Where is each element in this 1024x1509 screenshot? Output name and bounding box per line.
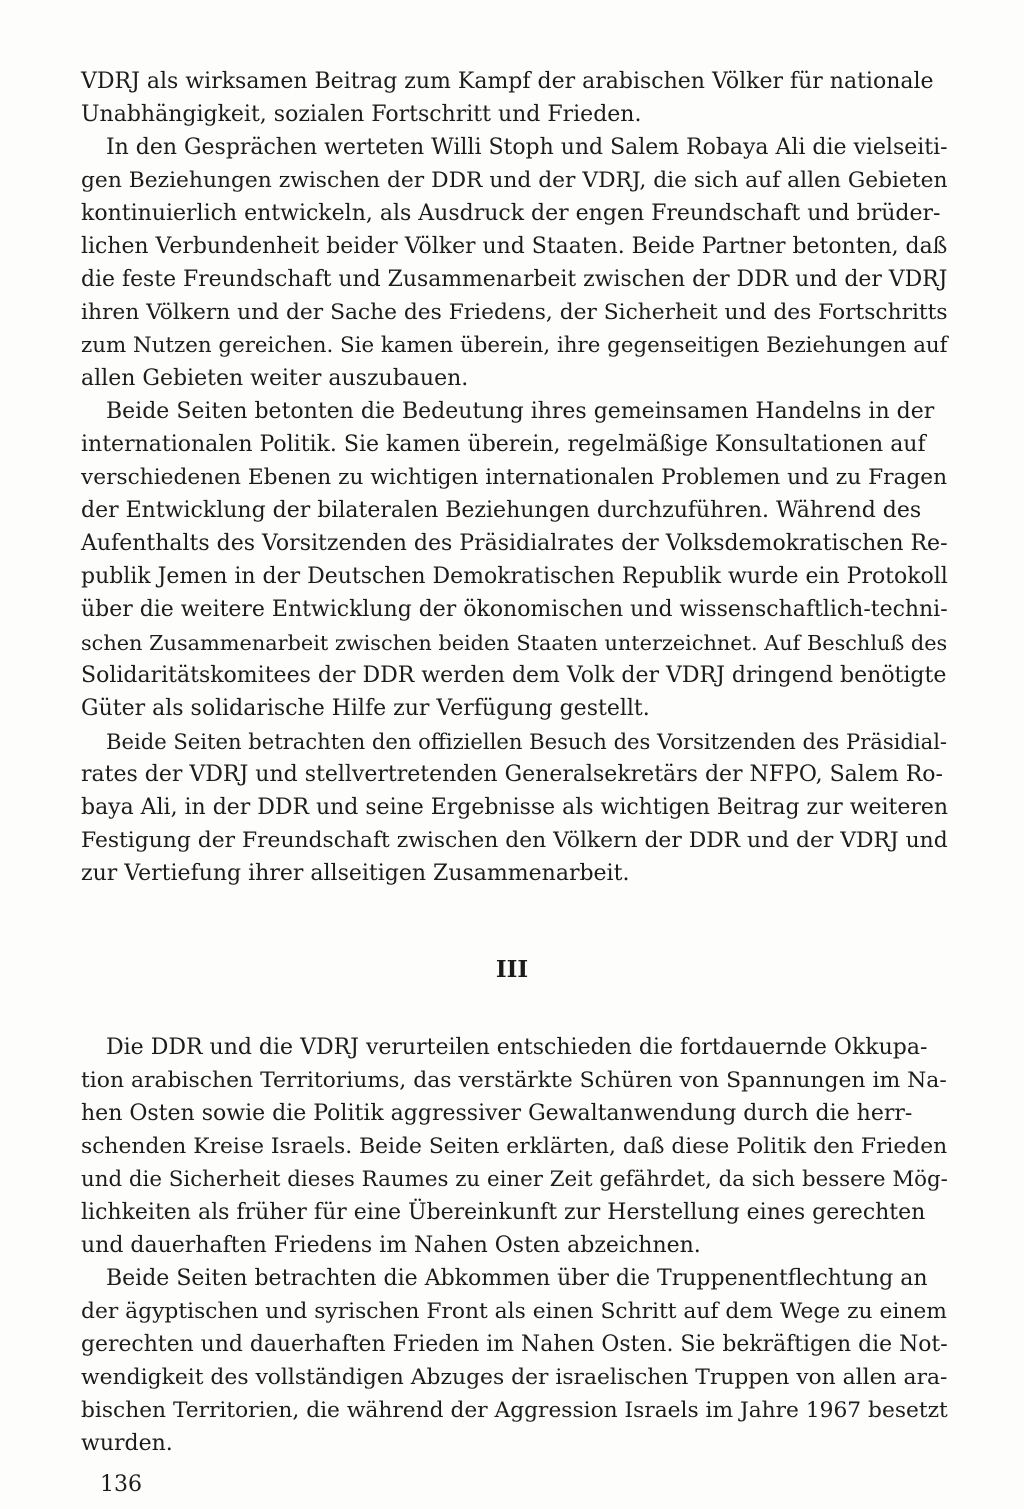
text-line: zum Nutzen gereichen. Sie kamen überein, ihre gegenseitigen Beziehungen auf — [81, 333, 948, 358]
text-line: Güter als solidarische Hilfe zur Verfügung gestellt. — [81, 696, 650, 721]
text-line: internationalen Politik. Sie kamen überein, regelmäßige Konsultationen auf — [81, 432, 926, 457]
text-line: rates der VDRJ und stellvertretenden Generalsekretärs der NFPO, Salem Ro- — [81, 762, 943, 787]
text-line: publik Jemen in der Deutschen Demokratischen Republik wurde ein Protokoll — [81, 564, 948, 589]
text-line: tion arabischen Territoriums, das verstärkte Schüren von Spannungen im Na- — [81, 1068, 947, 1093]
text-line: wurden. — [81, 1431, 173, 1456]
paragraph-start-line: In den Gesprächen werteten Willi Stoph und Salem Robaya Ali die vielseiti- — [106, 135, 948, 160]
text-line: baya Ali, in der DDR und seine Ergebnisse als wichtigen Beitrag zur weiteren — [81, 795, 949, 820]
text-line: Festigung der Freundschaft zwischen den Völkern der DDR und der VDRJ und — [81, 828, 948, 853]
text-line: verschiedenen Ebenen zu wichtigen internationalen Problemen und zu Fragen — [81, 465, 948, 490]
text-line: Aufenthalts des Vorsitzenden des Präsidialrates der Volksdemokratischen Re- — [81, 531, 948, 556]
text-line: VDRJ als wirksamen Beitrag zum Kampf der arabischen Völker für nationale — [81, 69, 934, 94]
text-line: der Entwicklung der bilateralen Beziehungen durchzuführen. Während des — [81, 498, 922, 523]
section-heading: III — [495, 956, 529, 983]
text-line: die feste Freundschaft und Zusammenarbeit zwischen der DDR und der VDRJ — [81, 267, 948, 292]
paragraph-start-line: Beide Seiten betrachten die Abkommen über die Truppenentflechtung an — [106, 1266, 928, 1291]
text-line: gerechten und dauerhaften Frieden im Nahen Osten. Sie bekräftigen die Not- — [81, 1332, 948, 1357]
paragraph-start-line: Beide Seiten betrachten den offiziellen Besuch des Vorsitzenden des Präsidial- — [106, 729, 948, 754]
text-line: gen Beziehungen zwischen der DDR und der VDRJ, die sich auf allen Gebieten — [81, 168, 948, 193]
text-line: zur Vertiefung ihrer allseitigen Zusammenarbeit. — [81, 861, 630, 886]
paragraph-start-line: Beide Seiten betonten die Bedeutung ihres gemeinsamen Handelns in der — [106, 399, 935, 424]
text-line: wendigkeit des vollständigen Abzuges der israelischen Truppen von allen ara- — [81, 1365, 948, 1390]
text-line: lichen Verbundenheit beider Völker und Staaten. Beide Partner betonten, daß — [81, 234, 948, 259]
text-line: Unabhängigkeit, sozialen Fortschritt und Frieden. — [81, 102, 642, 127]
text-line: der ägyptischen und syrischen Front als einen Schritt auf dem Wege zu einem — [81, 1299, 947, 1324]
text-line: ihren Völkern und der Sache des Friedens, der Sicherheit und des Fortschritts — [81, 300, 948, 325]
text-line: hen Osten sowie die Politik aggressiver Gewaltanwendung durch die herr- — [81, 1101, 913, 1126]
text-line: allen Gebieten weiter auszubauen. — [81, 366, 469, 391]
text-line: und die Sicherheit dieses Raumes zu einer Zeit gefährdet, da sich bessere Mög- — [81, 1167, 948, 1192]
page-number: 136 — [100, 1472, 142, 1497]
text-line: und dauerhaften Friedens im Nahen Osten abzeichnen. — [81, 1233, 701, 1258]
text-line: über die weitere Entwicklung der ökonomischen und wissenschaftlich-techni- — [81, 597, 948, 622]
text-line: bischen Territorien, die während der Aggression Israels im Jahre 1967 besetzt — [81, 1398, 948, 1423]
paragraph-start-line: Die DDR und die VDRJ verurteilen entschieden die fortdauernde Okkupa- — [106, 1035, 928, 1060]
text-line: kontinuierlich entwickeln, als Ausdruck der engen Freundschaft und brüder- — [81, 201, 941, 226]
text-line: lichkeiten als früher für eine Übereinkunft zur Herstellung eines gerechten — [81, 1200, 926, 1225]
text-line: Solidaritätskomitees der DDR werden dem Volk der VDRJ dringend benötigte — [81, 663, 947, 688]
text-line: schenden Kreise Israels. Beide Seiten erklärten, daß diese Politik den Frieden — [81, 1134, 948, 1159]
text-line: schen Zusammenarbeit zwischen beiden Staaten unterzeichnet. Auf Beschluß des — [81, 631, 948, 655]
